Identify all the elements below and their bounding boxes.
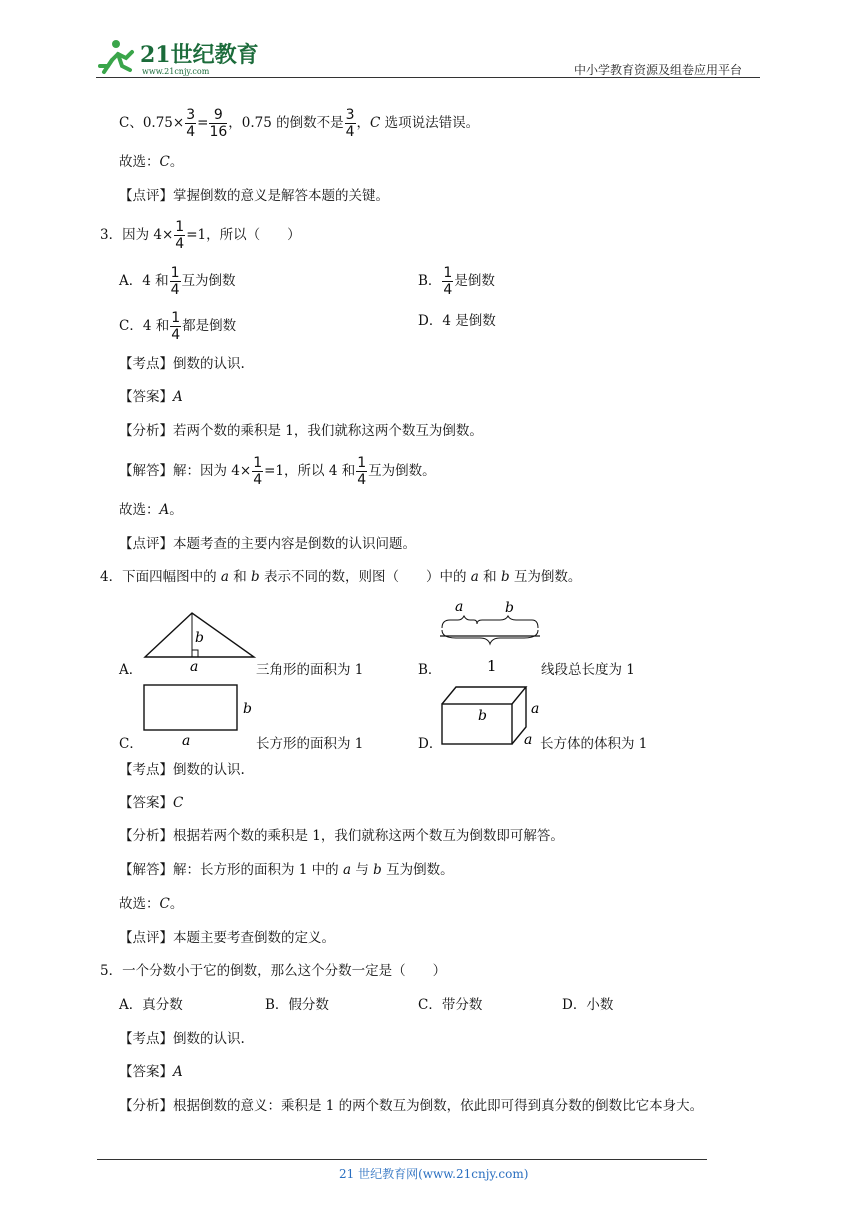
q3-option-a: A．4 和 $\frac{1}{4}$ 互为倒数 (119, 265, 236, 298)
q4-choice: 故选：C。 (119, 896, 184, 912)
q4-option-a-label: A． (119, 662, 143, 678)
q4-option-c-label: C． (119, 736, 143, 752)
q3-option-c: C．4 和 $\frac{1}{4}$ 都是倒数 (119, 310, 237, 343)
q4-comment: 【点评】本题主要考查倒数的定义。 (119, 930, 335, 946)
label-a: a (531, 701, 540, 717)
q3-comment: 【点评】本题考查的主要内容是倒数的认识问题。 (119, 536, 416, 552)
q5-option-d: D．小数 (562, 997, 614, 1013)
q5-option-c: C．带分数 (418, 997, 483, 1013)
logo-url: www.21cnjy.com (142, 67, 210, 76)
fraction: $\frac{1}{4}$ (170, 265, 180, 298)
q4-answer: 【答案】C (119, 795, 184, 811)
fraction: $\frac{3}{4}$ (186, 107, 196, 140)
logo-text: 21世纪教育 (140, 42, 259, 68)
footer-link[interactable]: 21 世纪教育网(www.21cnjy.com) (339, 1167, 529, 1181)
q3-option-d: D．4 是倒数 (418, 313, 496, 329)
fraction: $\frac{1}{4}$ (253, 455, 263, 488)
question-3-stem: 3．因为 4× $\frac{1}{4}$ =1，所以（ ） (100, 219, 301, 252)
question-5-stem: 5．一个分数小于它的倒数，那么这个分数一定是（ ） (100, 963, 447, 979)
fraction: $\frac{1}{4}$ (443, 265, 453, 298)
triangle-figure (142, 610, 257, 674)
q3-jieda: 【解答】解：因为 4× $\frac{1}{4}$ =1，所以 4 和 $\frac{1}{4}$ 互为倒数。 (119, 455, 436, 488)
q4-option-b-label: B． (418, 662, 442, 678)
label-a: a (524, 732, 533, 748)
footer-rule (97, 1159, 707, 1160)
label-b: b (195, 630, 204, 646)
comment-line: 【点评】掌握倒数的意义是解答本题的关键。 (119, 188, 389, 204)
fraction: $\frac{3}{4}$ (345, 107, 355, 140)
fraction: $\frac{1}{4}$ (357, 455, 367, 488)
q4-option-c-caption: 长方形的面积为 1 (256, 736, 364, 752)
header-rule (96, 77, 760, 78)
q4-jieda: 【解答】解：长方形的面积为 1 中的 a 与 b 互为倒数。 (119, 862, 454, 878)
label-b: b (505, 600, 514, 616)
q5-option-a: A．真分数 (119, 997, 183, 1013)
platform-name: 中小学教育资源及组卷应用平台 (574, 63, 743, 77)
q5-answer: 【答案】A (119, 1064, 183, 1080)
segment-figure (436, 596, 546, 678)
q4-option-b-caption: 线段总长度为 1 (541, 662, 635, 678)
fraction: $\frac{1}{4}$ (175, 219, 185, 252)
rectangle-figure (142, 682, 257, 748)
q3-option-b: B． $\frac{1}{4}$ 是倒数 (418, 265, 495, 298)
q5-fenxi: 【分析】根据倒数的意义：乘积是 1 的两个数互为倒数，依此即可得到真分数的倒数比它本身大。 (119, 1098, 704, 1114)
choice-line: 故选：C。 (119, 154, 184, 170)
label-a: a (190, 659, 199, 674)
label-a: a (182, 733, 191, 748)
q4-fenxi: 【分析】根据若两个数的乘积是 1，我们就称这两个数互为倒数即可解答。 (119, 828, 564, 844)
question-4-stem: 4．下面四幅图中的 a 和 b 表示不同的数，则图（ ）中的 a 和 b 互为倒数。 (100, 569, 582, 585)
fraction: $\frac{1}{4}$ (171, 310, 181, 343)
q3-choice: 故选：A。 (119, 502, 183, 518)
label-b: b (243, 701, 252, 717)
q4-kaodian: 【考点】倒数的认识. (119, 762, 245, 778)
site-logo (96, 36, 266, 78)
fraction: $\frac{9}{16}$ (209, 107, 228, 140)
q4-option-d-caption: 长方体的体积为 1 (540, 736, 648, 752)
cuboid-figure (440, 684, 545, 750)
runner-icon (100, 40, 132, 72)
option-c-explanation: C、0.75× $\frac{3}{4}$ = $\frac{9}{16}$ ，0.75 的倒数不是 $\frac{3}{4}$ ，C 选项说法错误。 (119, 107, 480, 140)
q3-fenxi: 【分析】若两个数的乘积是 1，我们就称这两个数互为倒数。 (119, 423, 483, 439)
q4-option-a-caption: 三角形的面积为 1 (256, 662, 364, 678)
q3-answer: 【答案】A (119, 389, 183, 405)
label-a: a (455, 599, 464, 615)
label-one: 1 (487, 657, 497, 675)
q5-kaodian: 【考点】倒数的认识. (119, 1031, 245, 1047)
label-b: b (478, 708, 487, 724)
q3-kaodian: 【考点】倒数的认识. (119, 356, 245, 372)
q5-option-b: B．假分数 (265, 997, 329, 1013)
q4-option-d-label: D． (418, 736, 443, 752)
